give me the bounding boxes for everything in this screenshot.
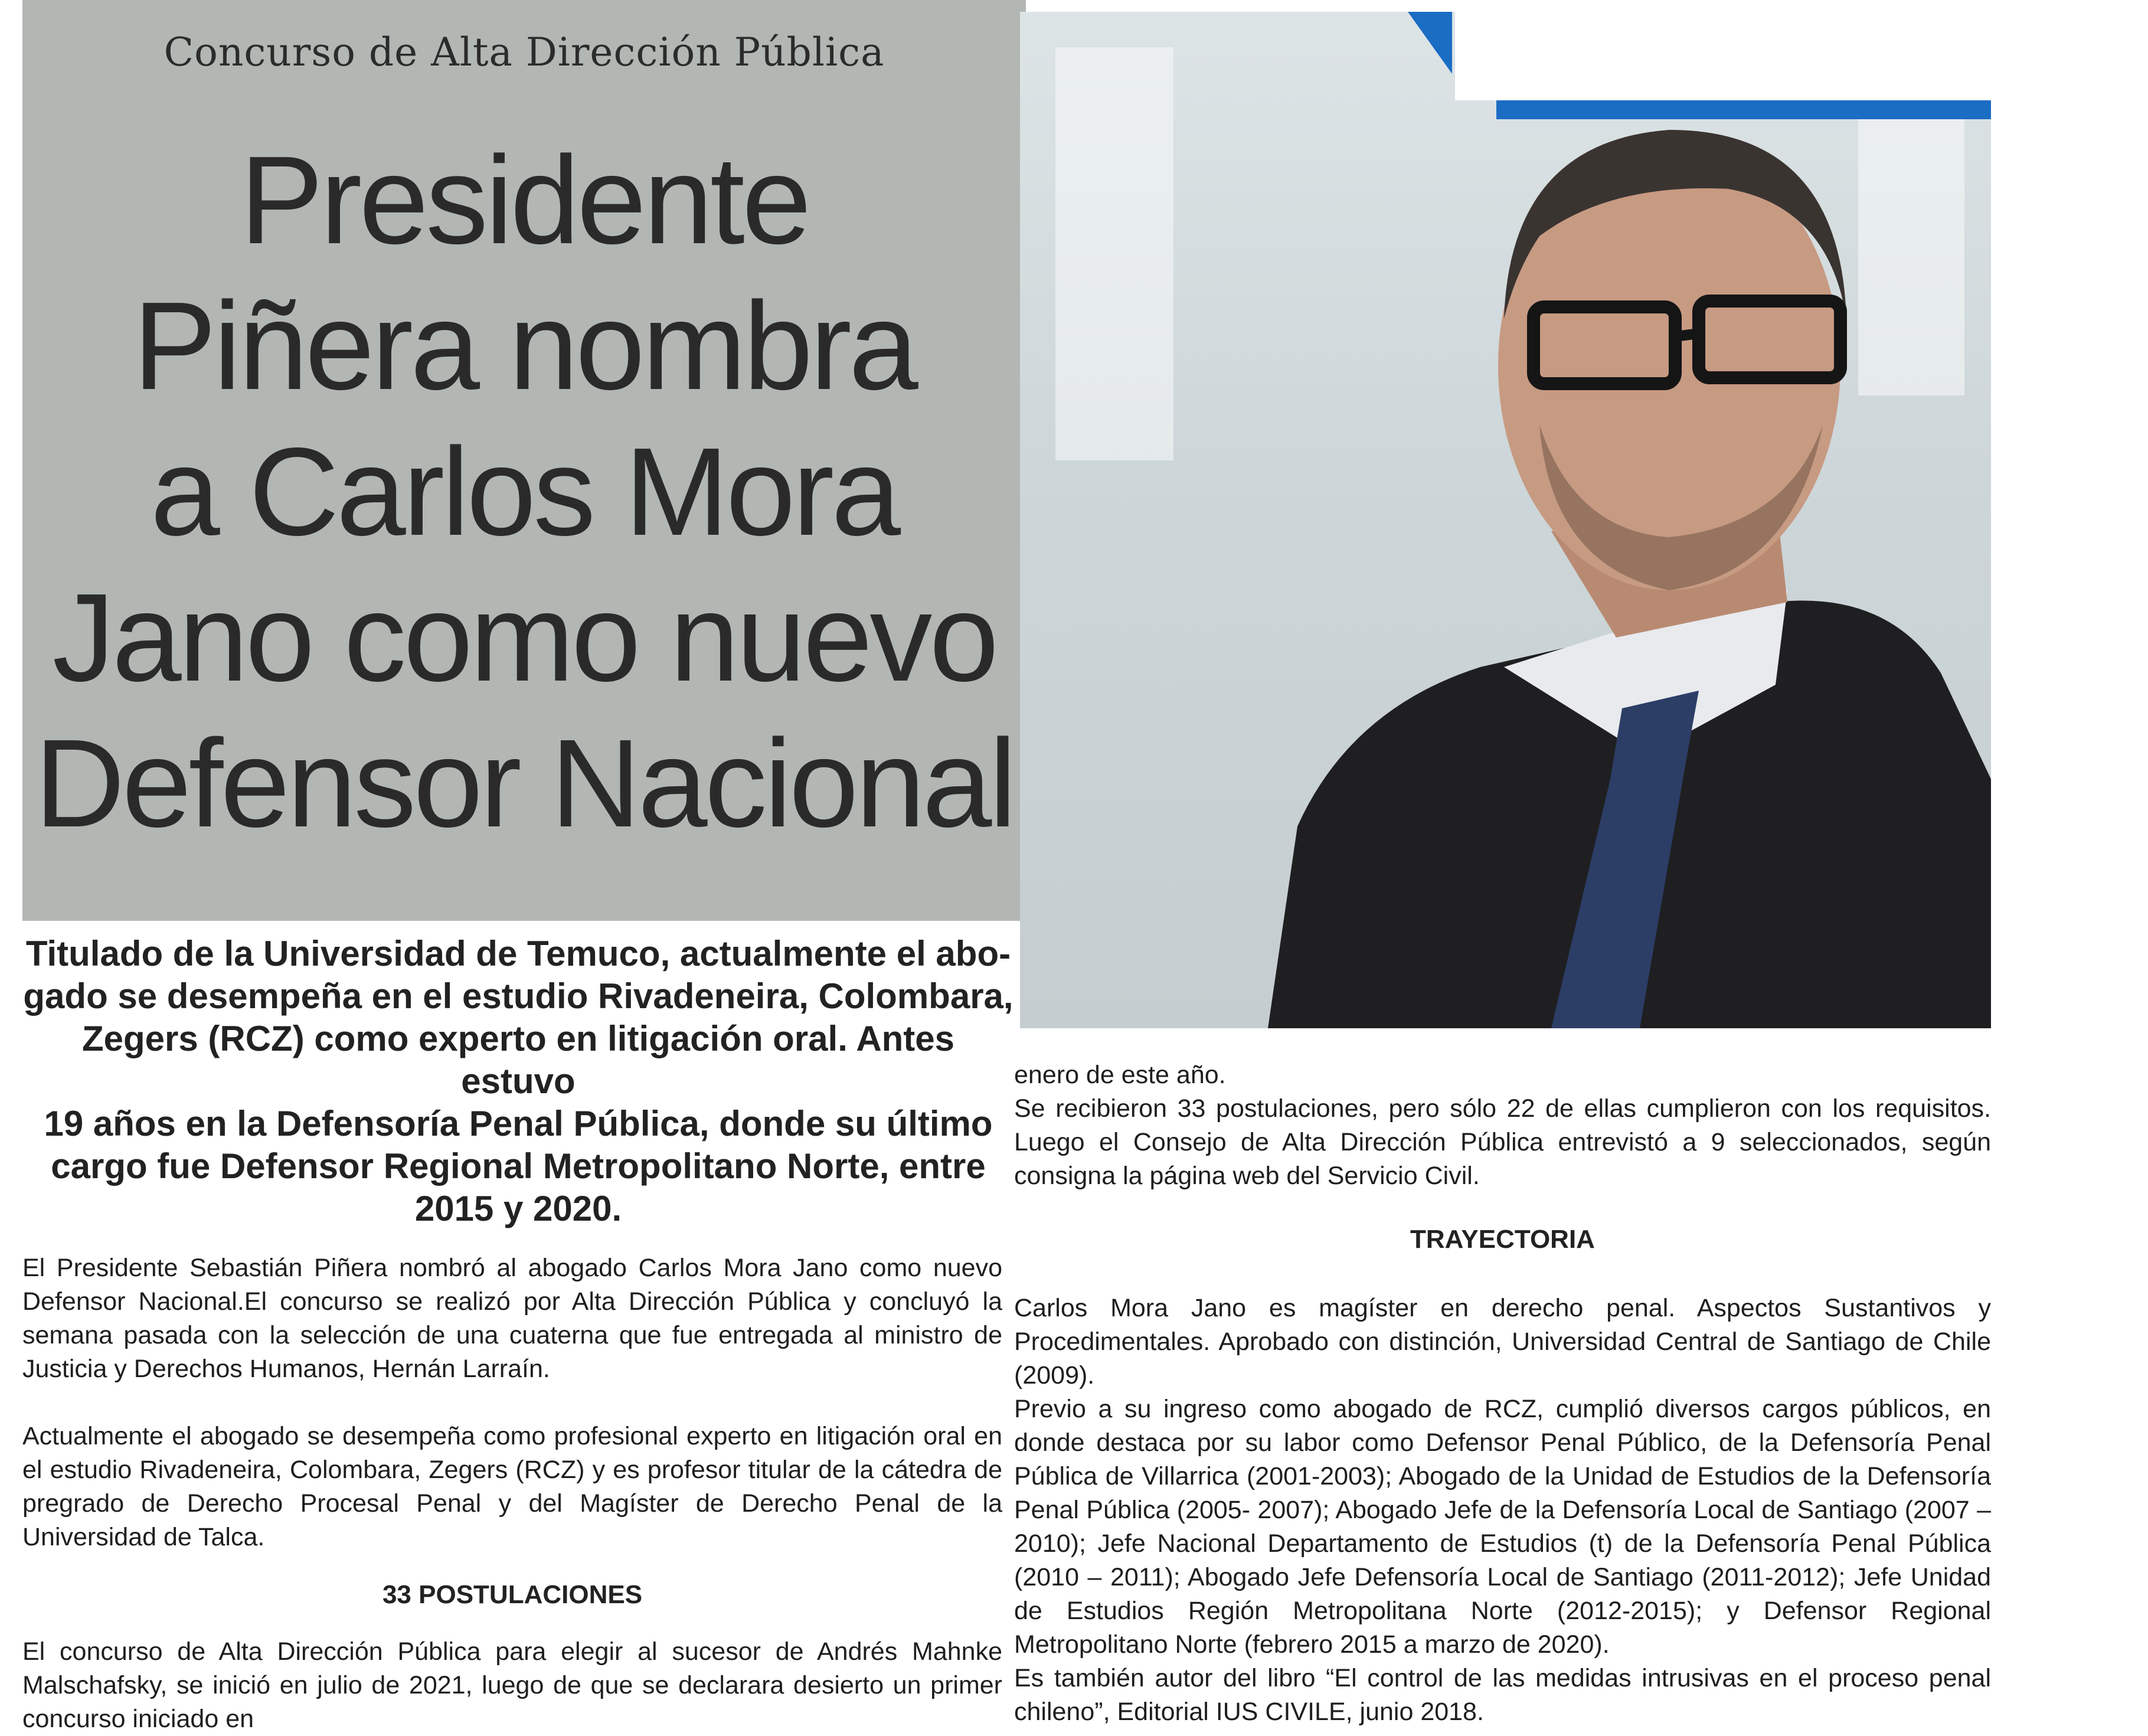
paragraph: El concurso de Alta Dirección Pública para elegir al sucesor de Andrés Mahnke Malschafsky, se inició en julio de 2021, luego de que se declarara desierto un primer concurso iniciado en — [22, 1637, 1002, 1733]
headline-line: Piñera nombra — [133, 276, 916, 416]
lead-line: gado se desempeña en el estudio Rivadeneira, Colombara, — [23, 976, 1013, 1016]
lead-paragraph — [22, 933, 1014, 1230]
paragraph: Previo a su ingreso como abogado de RCZ, cumplió diversos cargos públicos, en donde destaca por su labor como Defensor Penal Público, de la Defensoría Penal Pública de Villarrica (2001-2003); Abogado de la Unidad de Estudios de la Defensoría Penal Pública (2005- 2007); Abogado Jefe de la Defensoría Local de Santiago (2007 – 2010); Jefe Nacional Departamento de Estudios (t) de la Defensoría Penal Pública (2010 – 2011); Abogado Jefe Defensoría Local de Santiago (2011-2012); Jefe Unidad de Estudios Región Metropolitana Norte (2012-2015); y Defensor Regional Metropolitano Norte (febrero 2015 a marzo de 2020). — [1014, 1395, 1991, 1659]
paragraph: El Presidente Sebastián Piñera nombró al abogado Carlos Mora Jano como nuevo Defensor Nacional.El concurso se realizó por Alta Dirección Pública y concluyó la semana pasada con la selección de una cuaterna que fue entregada al ministro de Justicia y Derechos Humanos, Hernán Larraín. — [22, 1254, 1002, 1383]
lead-line: cargo fue Defensor Regional Metropolitano Norte, entre — [51, 1146, 986, 1186]
section-heading: 33 POSTULACIONES — [382, 1580, 643, 1609]
lead-line: Zegers (RCZ) como experto en litigación oral. Antes estuvo — [81, 1019, 955, 1101]
accent-white-block — [1455, 12, 1991, 100]
headline-line: Jano como nuevo — [52, 567, 996, 707]
paragraph: Carlos Mora Jano es magíster en derecho penal. Aspectos Sustantivos y Procedimentales. Aprobado con distinción, Universidad Central de Santiago de Chile (2009). — [1014, 1294, 1991, 1390]
lead-line: 19 años en la Defensoría Penal Pública, donde su último — [44, 1104, 993, 1143]
left-column — [22, 1251, 1002, 1736]
right-column — [1014, 1058, 1991, 1729]
headline — [22, 127, 1026, 856]
kicker: Concurso de Alta Dirección Pública — [164, 30, 885, 75]
lead-line: 2015 y 2020. — [414, 1189, 622, 1228]
accent-triangle — [1408, 12, 1452, 74]
accent-bar — [1496, 100, 1991, 119]
man-portrait-icon — [1020, 12, 1991, 1028]
lead-line: Titulado de la Universidad de Temuco, actualmente el abo- — [25, 934, 1011, 973]
section-heading: TRAYECTORIA — [1410, 1225, 1595, 1254]
portrait-photo — [1020, 12, 1991, 1028]
paragraph: Actualmente el abogado se desempeña como profesional experto en litigación oral en el estudio Rivadeneira, Colombara, Zegers (RCZ) y es profesor titular de la cátedra de pregrado de Derecho Procesal Penal y del Magíster de Derecho Penal de la Universidad de Talca. — [22, 1422, 1002, 1551]
paragraph: Es también autor del libro “El control de las medidas intrusivas en el proceso penal chileno”, Editorial IUS CIVILE, junio 2018. — [1014, 1664, 1991, 1726]
headline-line: a Carlos Mora — [150, 421, 898, 561]
headline-line: Presidente — [240, 130, 809, 270]
paragraph: enero de este año. — [1014, 1061, 1226, 1089]
headline-line: Defensor Nacional — [34, 713, 1014, 853]
paragraph: Se recibieron 33 postulaciones, pero sólo 22 de ellas cumplieron con los requisitos. Luego el Consejo de Alta Dirección Pública entrevistó a 9 seleccionados, según consigna la página web del Servicio Civil. — [1014, 1094, 1991, 1190]
